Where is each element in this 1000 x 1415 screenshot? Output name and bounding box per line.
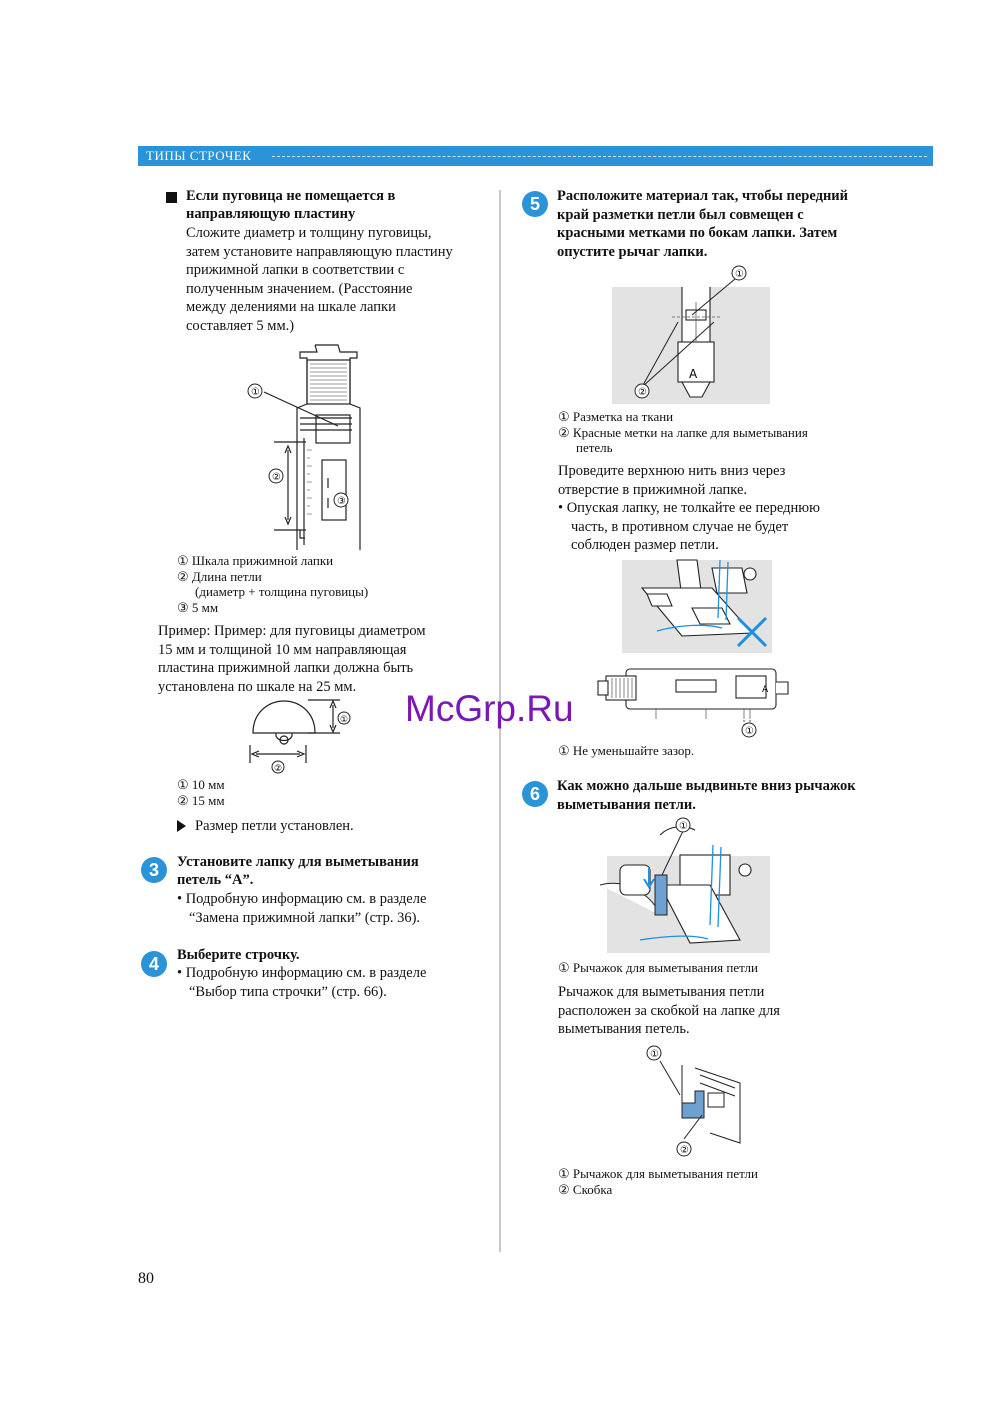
step-6-legend2	[558, 1166, 758, 1197]
step-5-legend-item: ② Красные метки на лапке для выметывания	[558, 424, 808, 440]
step-6-body	[558, 983, 888, 1039]
foot-letter-a: A	[689, 367, 698, 381]
step-5-body-line: соблюден размер петли.	[571, 537, 719, 553]
step5-fig-callout-2: ②	[638, 387, 647, 398]
step6-fig2-callout-1: ①	[650, 1049, 659, 1060]
section-body-line: прижимной лапки в соответствии с	[186, 262, 405, 278]
fig1-callout-1: ①	[251, 387, 260, 398]
step-6-legend2-item: ② Скобка	[558, 1181, 613, 1197]
step-3-title-line1: Установите лапку для выметывания	[177, 854, 419, 870]
step-6-title-line: Как можно дальше выдвиньте вниз рычажок	[557, 778, 856, 794]
example-line: пластина прижимной лапки должна быть	[158, 660, 414, 676]
section-header-title: ТИПЫ СТРОЧЕК	[146, 148, 252, 163]
bullet-square-icon	[166, 192, 177, 203]
step-5-legend2: ① Не уменьшайте зазор.	[558, 743, 695, 758]
section-body-line: затем установите направляющую пластину	[186, 243, 453, 260]
lower-foot-warning-figure	[622, 558, 772, 656]
fig2-legend-item: ② 15 мм	[177, 792, 225, 808]
example-text	[158, 622, 488, 696]
example-line: установлена по шкале на 25 мм.	[158, 678, 357, 695]
step-6-number: 6	[522, 781, 548, 807]
step5-fig-callout-1: ①	[735, 269, 744, 280]
presser-foot-scale-figure	[240, 340, 380, 550]
fig1-legend-item: ② Длина петли	[177, 568, 262, 584]
step-5-body-line: отверстие в прижимной лапке.	[558, 481, 748, 498]
step-4-body	[177, 964, 426, 1001]
step-5-body-line: часть, в противном случае не будет	[571, 518, 789, 535]
section-title-line2: направляющую пластину	[186, 206, 356, 222]
step6-fig-callout-1: ①	[679, 821, 688, 832]
fig1-legend-item: ① Шкала прижимной лапки	[177, 553, 334, 568]
step-5-legend-item: петель	[576, 440, 613, 455]
fig2-legend	[177, 777, 225, 808]
section-body-line: Сложите диаметр и толщину пуговицы,	[186, 225, 432, 241]
step-6-body-line: расположен за скобкой на лапке для	[558, 1002, 780, 1019]
fig2-legend-item: ① 10 мм	[177, 777, 225, 792]
section-body-line: между делениями на шкале лапки	[186, 299, 396, 315]
step-4-title: Выберите строчку.	[177, 947, 300, 963]
section-title-line1: Если пуговица не помещается в	[186, 188, 396, 204]
step-5-title-line: край разметки петли был совмещен с	[557, 206, 804, 223]
fig1-legend	[177, 553, 368, 615]
button-size-figure	[240, 695, 360, 775]
step-6-body-line: Рычажок для выметывания петли	[558, 984, 765, 1000]
section-body	[186, 224, 496, 335]
step-5-title	[557, 187, 887, 261]
step-6-title	[557, 777, 887, 814]
page-number: 80	[138, 1270, 154, 1287]
step-5-title-line: красными метками по бокам лапки. Затем	[557, 225, 838, 241]
fig2-callout-1: ①	[340, 715, 349, 725]
section-body-line: составляет 5 мм.)	[186, 317, 295, 334]
side-view-letter-a: A	[762, 685, 769, 695]
result-text: Размер петли установлен.	[195, 818, 354, 834]
step-5-body	[558, 462, 888, 555]
step-6-body-line: выметывания петель.	[558, 1021, 690, 1037]
example-line: Пример: Пример: для пуговицы диаметром	[158, 623, 426, 639]
step-5-body-line: Проведите верхнюю нить вниз через	[558, 463, 786, 479]
buttonhole-lever-figure	[600, 815, 775, 957]
fig1-callout-3: ③	[337, 496, 346, 507]
step-3-number: 3	[141, 857, 167, 883]
step6-fig2-callout-2: ②	[680, 1145, 689, 1156]
fig1-legend-item: ③ 5 мм	[177, 599, 219, 615]
lever-bracket-figure	[640, 1043, 750, 1163]
section-body-line: полученным значением. (Расстояние	[186, 280, 413, 297]
step-6-title-line: выметывания петли.	[557, 796, 696, 813]
step-5-body-line: • Опуская лапку, не толкайте ее переднюю	[558, 500, 820, 516]
step-5-number: 5	[522, 191, 548, 217]
step-4-body-line: • Подробную информацию см. в разделе	[177, 965, 427, 981]
fig1-legend-item: (диаметр + толщина пуговицы)	[195, 584, 369, 599]
step-5-title-line: Расположите материал так, чтобы передний	[557, 188, 849, 204]
step-5-legend	[558, 409, 808, 456]
step-5-title-line: опустите рычаг лапки.	[557, 243, 708, 260]
step-3-body-line: • Подробную информацию см. в разделе	[177, 891, 427, 907]
step-3-body	[177, 890, 426, 927]
step-6-legend2-item: ① Рычажок для выметывания петли	[558, 1166, 758, 1181]
watermark: McGrp.Ru	[405, 688, 574, 729]
fig2-callout-2: ②	[274, 764, 283, 774]
step-3-title-line2: петель “A”.	[177, 872, 254, 888]
step5-fig2-callout-1: ①	[745, 726, 754, 737]
step-6-legend: ① Рычажок для выметывания петли	[558, 960, 758, 975]
header-dash-line	[272, 156, 927, 157]
fabric-marking-figure	[612, 262, 770, 412]
result-arrow-icon	[177, 820, 186, 832]
fig1-callout-2: ②	[272, 472, 281, 483]
example-line: 15 мм и толщиной 10 мм направляющая	[158, 641, 407, 658]
step-4-number: 4	[141, 951, 167, 977]
step-4-body-line: “Выбор типа строчки” (стр. 66).	[189, 983, 387, 1000]
side-view-gap-figure	[596, 664, 796, 739]
step-5-legend-item: ① Разметка на ткани	[558, 409, 674, 424]
step-3-body-line: “Замена прижимной лапки” (стр. 36).	[189, 909, 421, 926]
